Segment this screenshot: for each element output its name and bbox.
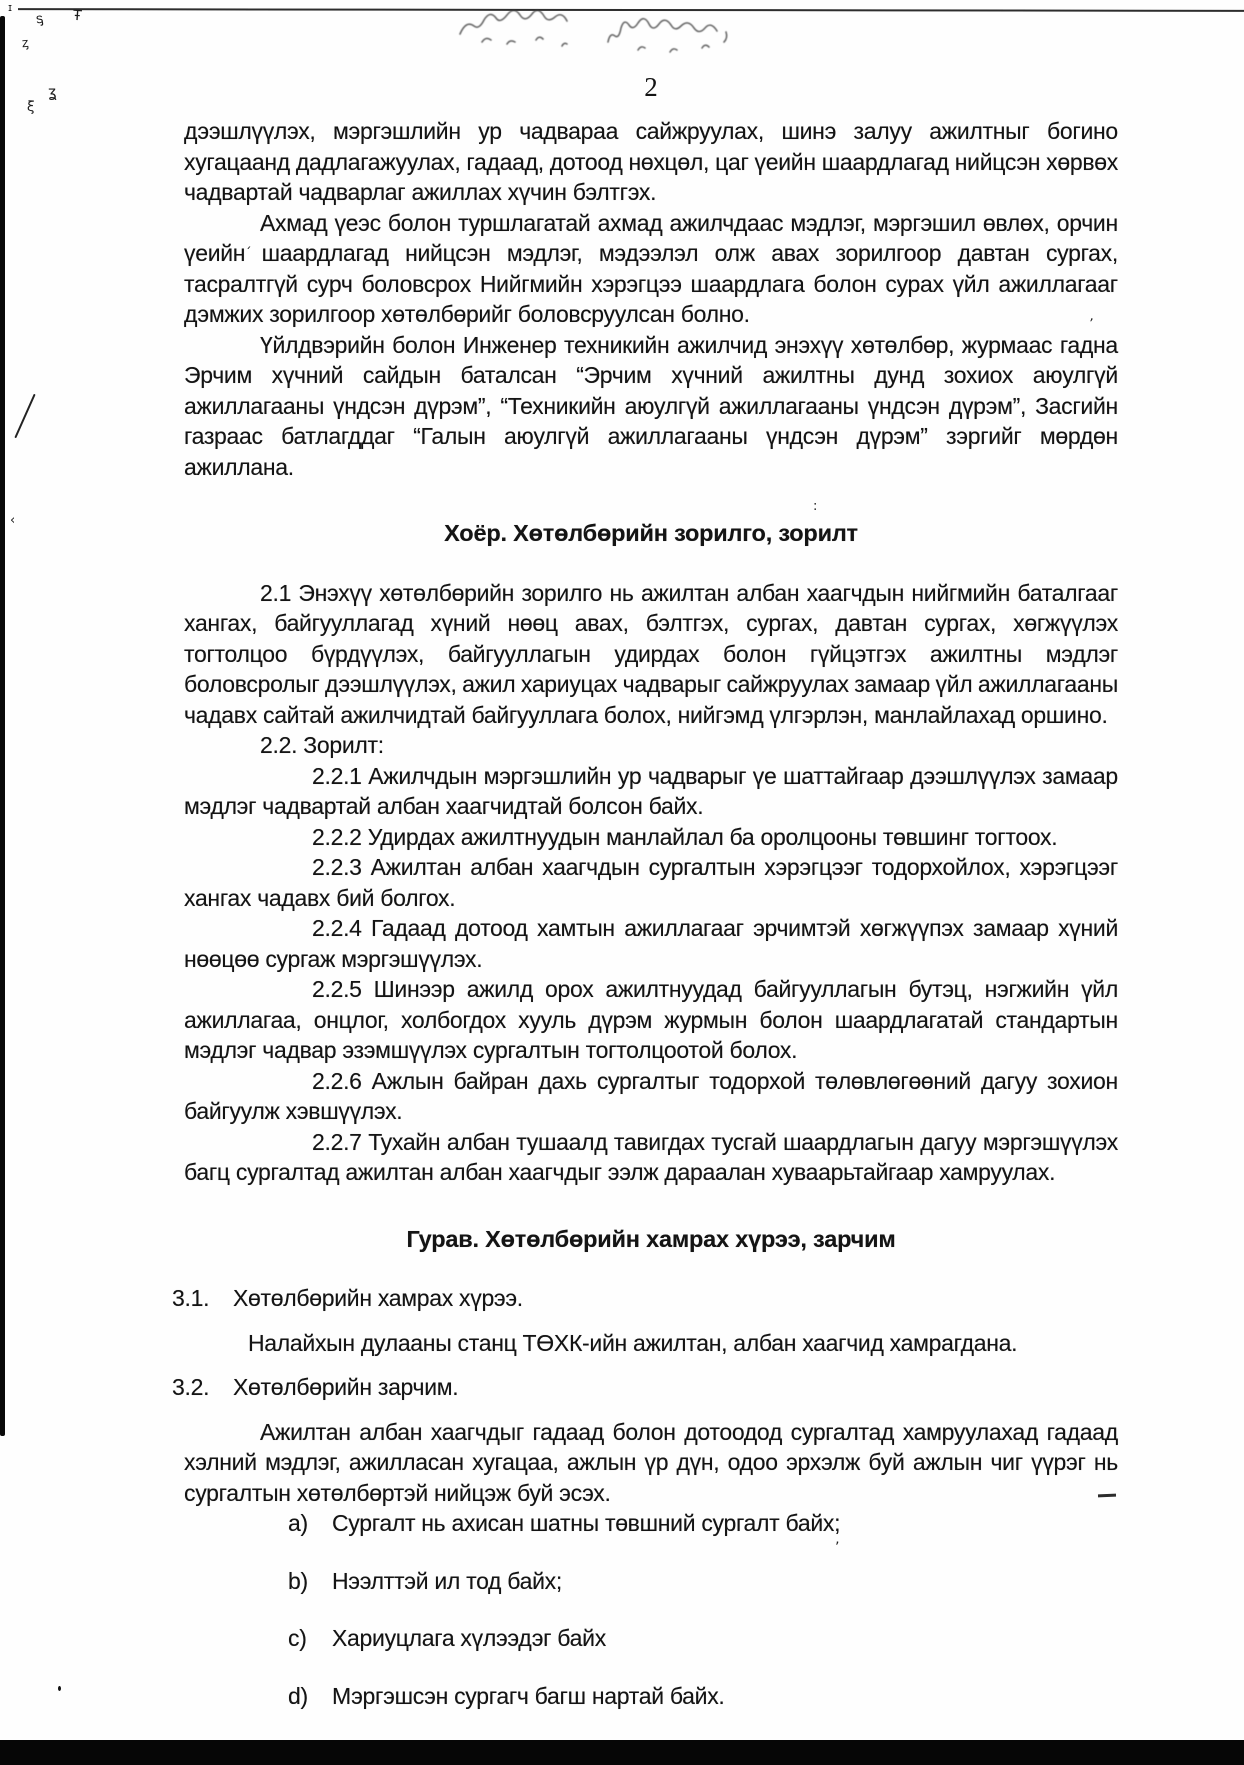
word: 2.1 (260, 579, 292, 606)
word: болон (723, 640, 787, 667)
word: болон (813, 270, 877, 297)
scan-mark-8: , (1088, 308, 1096, 325)
word: чиг (990, 1449, 1023, 1475)
word: ажилчдаас (669, 209, 784, 236)
word: сурч (306, 270, 353, 297)
word: ажилд (466, 976, 534, 1002)
text-line (184, 669, 1118, 700)
word: нь (1093, 1449, 1118, 1475)
word: гадаад, (466, 148, 544, 175)
word: хамруулахад (902, 1418, 1038, 1445)
word: хаагчдын (806, 579, 905, 606)
word: замаар (854, 671, 930, 697)
item-text: Мэргэшсэн сургагч багш нартай байх. (332, 1682, 725, 1709)
word: дагуу (920, 1128, 977, 1155)
word: бүрдүүлэх, (310, 640, 425, 667)
word: зохион (1047, 1067, 1118, 1094)
word: энэхүү (774, 331, 844, 358)
word: тасралтгүй (184, 270, 298, 297)
ink-smudge-left (452, 4, 587, 52)
text-line (184, 852, 1118, 883)
word: албан (470, 854, 534, 880)
word: дунд (874, 362, 925, 388)
word: 2.2.3 (312, 854, 362, 880)
text-line (184, 269, 1118, 300)
scan-mark-11: ˏ (245, 235, 252, 250)
word: үе (752, 762, 777, 789)
word: дагуу (980, 1067, 1038, 1094)
word: чадварыг (647, 762, 747, 789)
scan-mark-7: ‹ (10, 513, 16, 528)
word: хүний (430, 610, 491, 636)
word: хууль (518, 1006, 577, 1033)
word: мэргэшлийн (483, 762, 612, 789)
text-line: байгуулж хэвшүүлэх. (184, 1098, 403, 1124)
word: сургалтад (790, 1418, 895, 1445)
word: журмын (664, 1006, 748, 1033)
word: мөрдөн (1039, 423, 1118, 449)
word: онцлог, (313, 1006, 389, 1033)
text-line: 2.2. Зорилт: (260, 732, 384, 758)
word: богино (1046, 118, 1118, 144)
scan-bottom-bar (0, 1740, 1244, 1765)
word: батлагддаг (281, 423, 395, 449)
paragraph (184, 578, 1118, 731)
word: аюулгүй (1032, 362, 1118, 388)
paragraph (184, 330, 1118, 483)
word: орох (545, 976, 594, 1002)
word: дүн, (676, 1449, 720, 1475)
word: хэрэгцээ (591, 270, 682, 297)
numbered-item (172, 1283, 1118, 1314)
text-line (184, 208, 1118, 239)
text-line: чадавх сайтай ажилчидтай байгууллага болох, нийгэмд үлгэрлэн, манлайлахад оршино. (184, 701, 1108, 728)
word: олж (714, 240, 755, 266)
word: боловсрох (361, 270, 471, 297)
word: 2.2.6 (312, 1067, 362, 1094)
word: сайдын (362, 362, 441, 388)
text-line: нөөцөө сургаж мэргэшүүлэх. (184, 945, 483, 972)
letter-list-item (184, 1681, 1118, 1712)
word: 2.2.7 (312, 1128, 362, 1155)
text-line (184, 1417, 1118, 1448)
word: үүрэг (1031, 1449, 1086, 1475)
text-line (184, 421, 1118, 452)
word: сурах (885, 270, 944, 297)
word: хаагчдын (542, 854, 640, 880)
word: байран (453, 1067, 529, 1094)
word: гадаад (1046, 1418, 1118, 1445)
word: ур (617, 762, 642, 789)
word: шаардлага (690, 270, 805, 297)
text-line: хангах чадавх бий болгох. (184, 884, 456, 911)
word: Ажлын (371, 1067, 444, 1094)
word: буй (868, 1449, 905, 1475)
word: ажилтныг (929, 118, 1030, 144)
word: дээшлүүлэх (910, 762, 1036, 789)
word: хөтөлбөрийн (379, 579, 515, 606)
word: зорилго (521, 579, 603, 606)
word: ажлын (912, 1449, 983, 1475)
scan-mark-4: ᶎ (21, 35, 30, 52)
text-line (184, 761, 1118, 792)
word: төлөвлөгөөний (815, 1067, 971, 1094)
word: авах (771, 240, 820, 266)
word: 2.2.5 (312, 976, 362, 1002)
word: аюулгүй (504, 423, 590, 449)
word: Тухайн (368, 1128, 441, 1155)
text-line (184, 1005, 1118, 1036)
letter-list-item (184, 1623, 1118, 1654)
word: үйл (952, 270, 990, 297)
text-line: Налайхын дулааны станц ТӨХК-ийн ажилтан, албан хаагчид хамрагдана. (248, 1329, 1018, 1356)
word: аюулгүй (624, 392, 710, 419)
word: шаттайгаар (783, 762, 904, 789)
word: хөтөлбөр, (850, 331, 955, 358)
word: албан (446, 1128, 510, 1155)
text-line (184, 391, 1118, 422)
word: үр (644, 1449, 669, 1475)
word: ажиллагааг (998, 270, 1118, 297)
item-number: 3.2. (172, 1374, 210, 1400)
text-line: сургалтын хөтөлбөртэй нийцэж буй эсэх. (184, 1479, 611, 1506)
word: тушаалд (516, 1128, 608, 1155)
word: мэдлэг, (790, 209, 866, 236)
letter-list-item (184, 1508, 1118, 1539)
item-text: Хариуцлага хүлээдэг байх (332, 1625, 606, 1651)
scan-mark-1: ɪ (8, 1, 13, 14)
item-text: Нээлттэй ил тод байх; (332, 1567, 562, 1594)
word: стандартын (995, 1006, 1118, 1033)
word: болон (387, 209, 452, 236)
word: хөрвөх (1046, 148, 1118, 175)
word: дүрэм”, (414, 392, 492, 419)
word: ажилласан (348, 1449, 464, 1475)
word: шаардлагад (261, 240, 389, 266)
word: зэргийг (946, 423, 1022, 449)
letter-list-item (184, 1566, 1118, 1597)
word: залуу (853, 118, 912, 144)
paragraph (184, 116, 1118, 208)
item-letter: b) (288, 1567, 308, 1594)
word: хөгжүүлэх (1013, 610, 1118, 636)
paragraph (184, 1066, 1118, 1127)
page-number: 2 (644, 72, 658, 102)
text-line: мэдлэг чадвартай албан хаагчидтай болсон байх. (184, 793, 704, 819)
word: хаагчдыг (430, 1418, 524, 1445)
word: мэргэшлийн (333, 118, 461, 144)
word: хүний (1058, 915, 1118, 941)
word: сургах, (746, 610, 819, 636)
word: ажилтны (762, 362, 855, 388)
word: зохиох (943, 362, 1014, 388)
item-letter: c) (288, 1625, 307, 1651)
text-line: дэмжих зорилгоор хөтөлбөрийг боловсруулсан болно. (184, 301, 750, 327)
word: мэдлэг (1045, 640, 1118, 667)
word: гүйцэтгэх (809, 640, 907, 667)
word: боловсролыг (184, 671, 320, 697)
word: цаг (715, 148, 749, 175)
word: дахь (538, 1067, 587, 1094)
text-line: ажиллана. (184, 453, 294, 480)
scan-left-edge-strip (0, 16, 5, 1436)
word: “Техникийн (500, 392, 616, 419)
word: удирдах (614, 640, 700, 667)
text-line (184, 1066, 1118, 1097)
word: мэдээлэл (598, 240, 699, 266)
word: ур (478, 118, 502, 144)
word: “Галын (413, 423, 486, 449)
word: ажиллагааны (977, 671, 1118, 697)
word: сургах, (924, 610, 997, 636)
word: дотоод (454, 915, 528, 941)
text-line: багц сургалтад ажилтан албан хаагчдыг ээлж дараалан хуваарьтайгаар хамруулах. (184, 1159, 1056, 1185)
word: авах, (574, 610, 629, 636)
paragraph (184, 208, 1118, 330)
word: мэдлэг, (265, 1449, 341, 1475)
word: “Эрчим (576, 362, 652, 388)
paragraph (184, 913, 1118, 974)
item-text: Хөтөлбөрийн хамрах хүрээ. (233, 1285, 523, 1311)
word: чадварыг (622, 671, 721, 697)
word: эрхэлж (786, 1449, 861, 1475)
text-line: 2.2.2 Удирдах ажилтнуудын манлайлал ба оролцооны төвшинг тогтоох. (312, 823, 1058, 850)
word: сургах, (1045, 240, 1118, 266)
word: Шинээр (373, 976, 455, 1002)
word: нийцсэн (954, 148, 1041, 175)
word: бутэц, (908, 976, 973, 1002)
word: ажилтны (929, 640, 1023, 667)
word: Инженер (462, 331, 557, 358)
word: ажилтнуудад (605, 976, 742, 1002)
text-line (184, 1447, 1118, 1478)
word: ажиллагааны (607, 423, 748, 449)
word: хэрэгцээг (1019, 854, 1118, 880)
word: мэргэшүүлэх (982, 1128, 1118, 1155)
word: үеийн (754, 148, 816, 175)
word: Ажилтан (370, 854, 462, 880)
word: сургалтыг (596, 1067, 700, 1094)
item-letter: d) (288, 1682, 308, 1709)
word: одоо (727, 1449, 778, 1475)
word: нөхцөл, (628, 148, 710, 175)
word: дүрэм”, (948, 392, 1027, 419)
word: Ажилчдын (368, 762, 477, 789)
word: холбогдох (400, 1006, 506, 1033)
word: чадвараа (519, 118, 619, 144)
word: тусгай (711, 1128, 777, 1155)
word: дотоодод (684, 1418, 783, 1445)
word: тавигдах (613, 1128, 705, 1155)
word: үндсэн (766, 423, 839, 449)
word: нийгмийн (911, 579, 1011, 606)
text-line (184, 578, 1118, 609)
word: Засгийн (1035, 392, 1118, 419)
word: үеийн (184, 240, 246, 266)
item-text: Сургалт нь ахисан шатны төвшний сургалт байх; (332, 1510, 841, 1536)
item-number: 3.1. (172, 1285, 210, 1311)
text-line (184, 608, 1118, 639)
ink-smudge-right (598, 8, 758, 58)
word: журмаас (961, 331, 1053, 358)
word: шаардлагын (783, 1128, 914, 1155)
word: тодорхойлох, (871, 854, 1011, 880)
word: замаар (1042, 762, 1118, 789)
word: сайжруулах, (635, 118, 764, 144)
text-line (184, 330, 1118, 361)
word: газраас (184, 423, 263, 449)
word: хугацаа, (472, 1449, 559, 1475)
word: замаар (973, 915, 1049, 941)
text-line (184, 116, 1118, 147)
word: үндсэн (333, 392, 406, 419)
word: шаардлагад (821, 148, 949, 175)
word: хүчний (671, 362, 743, 388)
text-line (184, 639, 1118, 670)
word: Ахмад (260, 209, 328, 236)
paragraph (184, 852, 1118, 913)
word: үндсэн (867, 392, 940, 419)
word: хүчний (271, 362, 344, 388)
word: дүрэм” (856, 423, 928, 449)
word: тодорхой (709, 1067, 806, 1094)
word: ажлын (566, 1449, 637, 1475)
word: албан (736, 579, 800, 606)
paragraph (184, 730, 1118, 761)
word: Нийгмийн (479, 270, 583, 297)
word: эрчимтэй (753, 915, 851, 941)
word: мэргэшил (872, 209, 976, 236)
word: баталгааг (1017, 579, 1118, 606)
word: хэрэгцээг (764, 854, 863, 880)
text-line: чадвартай чадварлаг ажиллах хүчин бэлтгэх. (184, 179, 657, 205)
word: нь (609, 579, 634, 606)
scan-slash-mark (14, 394, 35, 439)
word: хариуцах (520, 671, 618, 697)
word: Ажилтан (260, 1418, 351, 1445)
scan-mark-2: ᶊ (34, 10, 45, 28)
paragraph (184, 1328, 1118, 1359)
numbered-item (172, 1372, 1118, 1403)
word: 2.2.1 (312, 762, 362, 789)
word: дээшлүүлэх, (184, 118, 316, 144)
word: нийцсэн (405, 240, 491, 266)
word: үйл (1081, 976, 1118, 1002)
word: хэлний (184, 1449, 257, 1475)
word: гадаад (532, 1418, 604, 1445)
word: ажилчид (676, 331, 768, 358)
word: хугацаанд (184, 148, 290, 175)
word: үеэс (334, 209, 381, 236)
text-line (184, 235, 1118, 269)
word: хамтын (537, 915, 615, 941)
word: Энэхүү (298, 579, 372, 606)
word: дүрэм (588, 1006, 653, 1033)
text-line (184, 1127, 1118, 1158)
word: бэлтгэх, (645, 610, 730, 636)
word: мэдлэг, (506, 240, 583, 266)
item-letter: a) (288, 1510, 308, 1536)
word: нөөц (507, 610, 558, 636)
word: давтан (957, 240, 1030, 266)
word: дээшлүүлэх, (325, 671, 457, 697)
word: албан (359, 1418, 423, 1445)
word: дадлагажуулах, (295, 148, 461, 175)
word: үйл (935, 671, 973, 697)
item-text: Хөтөлбөрийн зарчим. (233, 1374, 459, 1400)
word: ажилтан (640, 579, 730, 606)
word: давтан (835, 610, 908, 636)
text-line (184, 974, 1118, 1005)
paragraph (184, 974, 1118, 1066)
section-heading: Гурав. Хөтөлбөрийн хамрах хүрээ, зарчим (406, 1225, 896, 1252)
word: туршлагатай (458, 209, 591, 236)
word: ажил (462, 671, 516, 697)
word: нэгжийн (984, 976, 1070, 1002)
word: болон (612, 1418, 676, 1445)
word: сайжруулах (726, 671, 849, 697)
word: байгууллагын (753, 976, 897, 1002)
word: тогтолцоо (184, 640, 288, 667)
section-heading: Хоёр. Хөтөлбөрийн зорилго, зорилт (444, 520, 858, 546)
word: гадна (1059, 331, 1118, 358)
word: хөгжүүпэх (859, 915, 964, 941)
word: шинэ (781, 118, 837, 144)
text-line (184, 360, 1118, 391)
paragraph (184, 1127, 1118, 1188)
word: хангах, (184, 610, 258, 636)
text-line (184, 913, 1118, 944)
word: баталсан (460, 362, 557, 388)
text-line: мэдлэг чадвар эзэмшүүлэх сургалтын тогтолцоотой болох. (184, 1037, 798, 1063)
word: 2.2.4 (312, 915, 362, 941)
word: Үйлдвэрийн (260, 331, 385, 358)
paragraph (184, 822, 1118, 853)
scan-mark-3: Ŧ (72, 7, 83, 25)
scan-mark-6: ξ (26, 98, 36, 116)
word: ахмад (597, 209, 663, 236)
word: Гадаад (371, 915, 446, 941)
word: болон (759, 1006, 823, 1033)
word: байгууллагад (274, 610, 414, 636)
word: зорилгоор (835, 240, 942, 266)
word: шаардлагатай (834, 1006, 984, 1033)
word: техникийн (564, 331, 670, 358)
word: дотоод (549, 148, 623, 175)
scan-mark-9: : (813, 499, 818, 514)
word: ажиллагааг (624, 915, 744, 941)
word: байгууллагын (447, 640, 591, 667)
document-content (172, 72, 1118, 1711)
word: ажиллагааны (184, 392, 325, 419)
scan-mark-10: ’ (835, 1540, 840, 1556)
paragraph (184, 761, 1118, 822)
scan-dot-mark (58, 1686, 61, 1691)
word: болон (392, 331, 456, 358)
word: ажиллагааны (718, 392, 859, 419)
text-line (184, 147, 1118, 178)
word: сургалтын (648, 854, 756, 880)
word: орчин (1056, 209, 1118, 236)
word: ажиллагаа, (184, 1006, 302, 1033)
paragraph (184, 1417, 1118, 1509)
scan-mark-5: ʓ (48, 83, 57, 101)
word: өвлөх, (982, 209, 1050, 236)
word: Эрчим (184, 362, 252, 388)
